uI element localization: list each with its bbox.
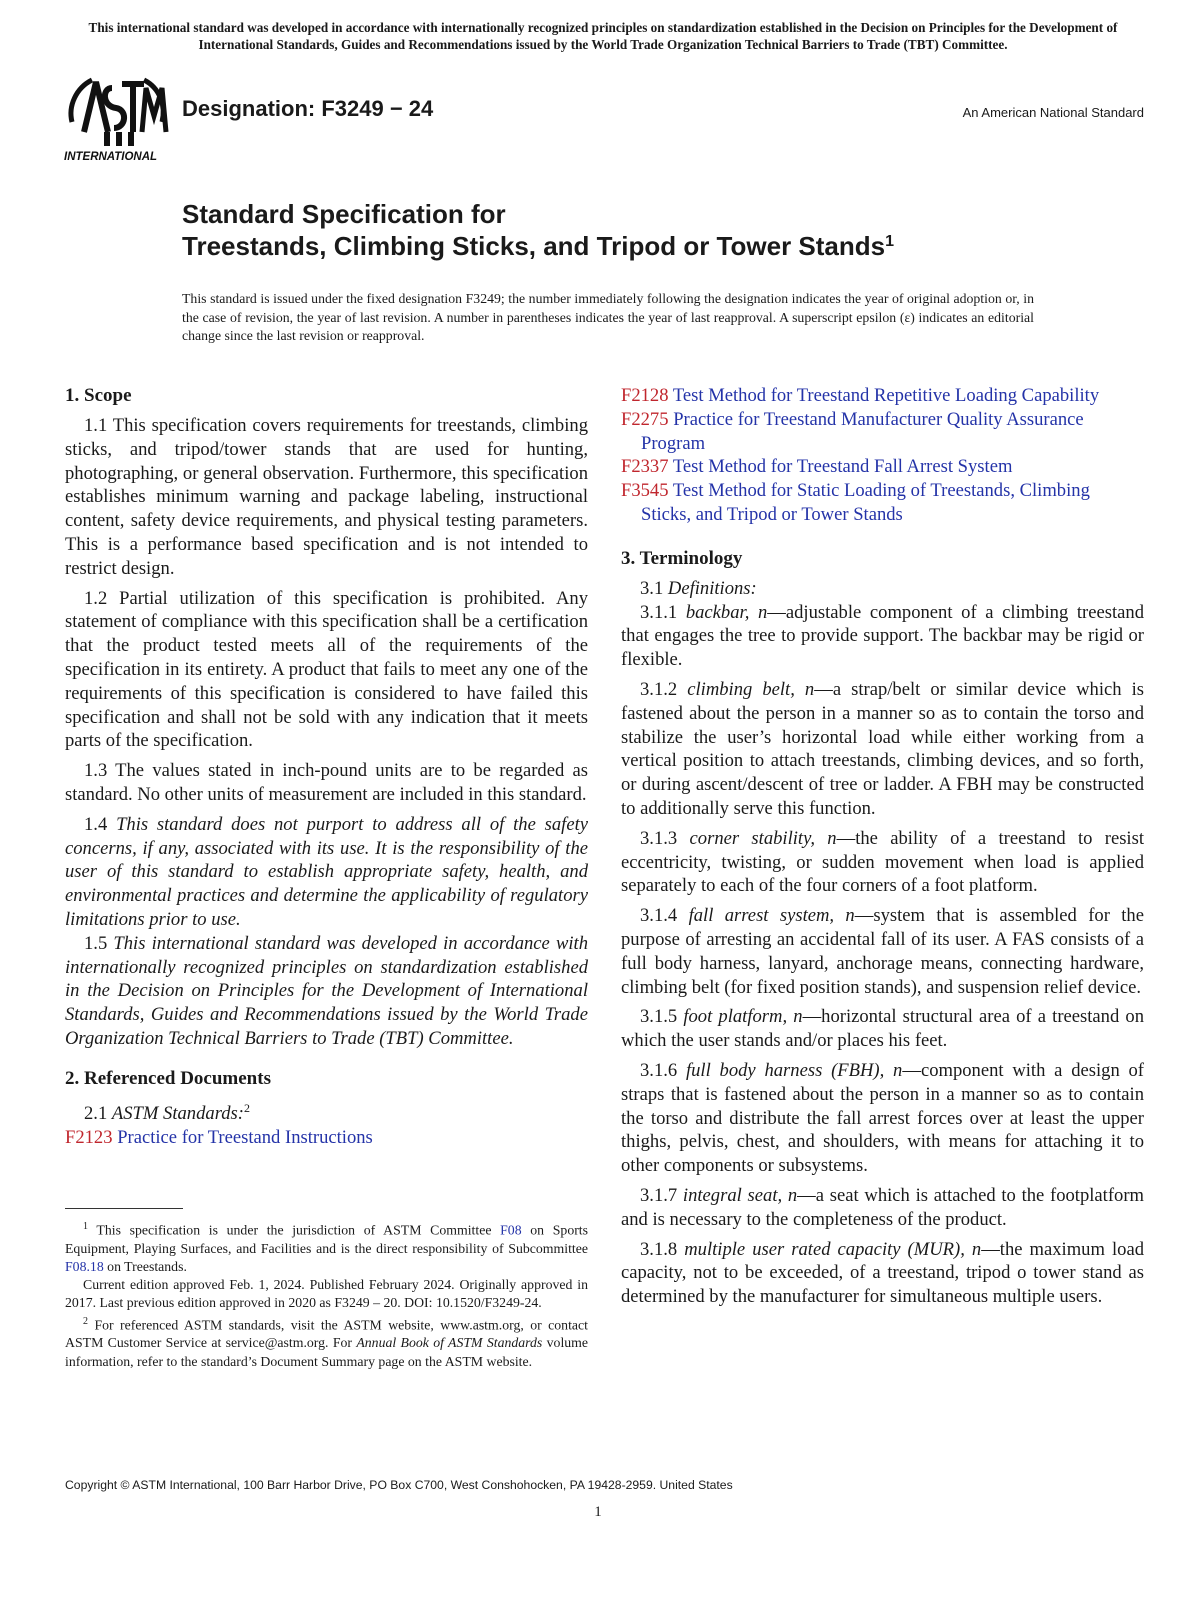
footnote-1-text-c: on Treestands. xyxy=(107,1259,187,1274)
ref-code[interactable]: F2337 xyxy=(621,456,669,478)
term-def: —a seat which is attached to the footplatform and is necessary to the completeness of the product. xyxy=(621,1184,1144,1230)
reference-f2275[interactable] xyxy=(621,408,1144,456)
term-num: 3.1.5 xyxy=(640,1006,678,1028)
para-3-1 xyxy=(621,577,1144,601)
term-name: integral seat, n xyxy=(682,1184,798,1206)
term-def: —adjustable component of a climbing treestand that engages the tree to provide support. The backbar may be rigid or flexible. xyxy=(621,601,1144,671)
ref-code[interactable]: F3545 xyxy=(621,480,669,502)
reference-f2128[interactable] xyxy=(621,384,1144,408)
para-1-5-num: 1.5 xyxy=(84,932,108,954)
para-3-1-text: Definitions: xyxy=(667,577,757,599)
document-title xyxy=(182,198,894,262)
para-2-1 xyxy=(65,1097,588,1126)
term-name: foot platform, n xyxy=(683,1006,803,1028)
para-1-5 xyxy=(65,932,588,1051)
ref-title[interactable]: Test Method for Treestand Fall Arrest System xyxy=(672,456,1013,478)
left-column xyxy=(65,384,588,1150)
para-1-4 xyxy=(65,813,588,932)
link-f08-18[interactable]: F08.18 xyxy=(65,1259,104,1274)
term-num: 3.1.1 xyxy=(640,601,678,623)
logo-text: INTERNATIONAL xyxy=(64,151,158,163)
para-2-1-sup: 2 xyxy=(243,1100,250,1115)
national-standard-label: An American National Standard xyxy=(962,105,1144,120)
reference-f3545[interactable] xyxy=(621,479,1144,527)
ref-code[interactable]: F2128 xyxy=(621,385,669,406)
para-1-4-num: 1.4 xyxy=(84,813,108,835)
term-name: fall arrest system, n xyxy=(688,905,855,927)
term-name: backbar, n xyxy=(685,601,768,623)
para-3-1-num: 3.1 xyxy=(640,577,664,599)
footnote-2-text-b: volume information, refer to the standard’s Document Summary page on the ASTM website. xyxy=(65,1335,589,1369)
term-num: 3.1.2 xyxy=(640,678,678,700)
designation: Designation: F3249 − 24 xyxy=(182,96,434,121)
para-2-1-num: 2.1 xyxy=(84,1102,108,1124)
footnotes xyxy=(65,1218,588,1371)
term-name: multiple user rated capacity (MUR), n xyxy=(684,1238,982,1260)
section-referenced-docs-heading: 2. Referenced Documents xyxy=(65,1067,271,1089)
footnote-2-italic: Annual Book of ASTM Standards xyxy=(356,1335,543,1351)
term-foot-platform xyxy=(621,1005,1144,1053)
term-num: 3.1.3 xyxy=(640,827,678,849)
term-num: 3.1.6 xyxy=(640,1059,678,1081)
title-line-1: Standard Specification for xyxy=(182,199,506,229)
title-footnote-mark: 1 xyxy=(885,233,894,250)
ref-code[interactable]: F2275 xyxy=(621,408,669,430)
footnote-edition: Current edition approved Feb. 1, 2024. Published February 2024. Originally approved in 2017. Last previous edition approved in 2020 as F3249 – 20. DOI: 10.1520/F3249-24. xyxy=(65,1277,588,1311)
term-corner-stability xyxy=(621,827,1144,898)
ref-title[interactable]: Test Method for Static Loading of Treestands, Climbing Sticks, and Tripod or Tower Stands xyxy=(641,480,1090,525)
section-terminology-heading: 3. Terminology xyxy=(621,547,743,569)
para-1-3: 1.3 The values stated in inch-pound units are to be regarded as standard. No other units of measurement are included in this standard. xyxy=(65,760,588,805)
title-line-2 xyxy=(182,230,894,262)
astm-logo-icon xyxy=(62,66,174,166)
footnote-1 xyxy=(65,1218,588,1276)
copyright: Copyright © ASTM International, 100 Barr Harbor Drive, PO Box C700, West Conshohocken, PA 19428-2959. United States xyxy=(65,1478,733,1492)
ref-title[interactable]: Practice for Treestand Manufacturer Quality Assurance Program xyxy=(641,408,1084,454)
wto-banner: This international standard was developed in accordance with internationally recognized principles on standardization established in the Decision on Principles for the Development of International Standards, Guides and Recommendations issued by the World Trade Organization Technical Barriers to Trade (TBT) Committee. xyxy=(88,20,1118,52)
term-def: —a strap/belt or similar device which is fastened about the person in a manner so as to contain the torso and stabilize the user’s horizontal load while either working from a vertical position to attach treestands, climbing devices, and so forth, or during ascent/descent of tree or ladder. A FBH may be constructed to additionally serve this function. xyxy=(621,678,1144,819)
term-name: climbing belt, n xyxy=(687,678,815,700)
term-name: full body harness (FBH), n xyxy=(685,1059,903,1081)
term-def: —system that is assembled for the purpose of arresting an accidental fall of its user. A FAS consists of a full body harness, lanyard, anchorage means, connecting hardware, climbing belt (for fixed position stands), and suspension relief device. xyxy=(621,905,1144,998)
link-f08[interactable]: F08 xyxy=(500,1222,522,1238)
term-integral-seat xyxy=(621,1184,1144,1232)
para-2-1-text: ASTM Standards: xyxy=(111,1102,244,1124)
footnote-2 xyxy=(65,1313,588,1371)
footnote-2-mark: 2 xyxy=(83,1315,88,1327)
footnote-1-text-b: on Sports Equipment, Playing Surfaces, and Facilities and is the direct responsibility of Subcommittee xyxy=(65,1222,589,1256)
footnote-1-text-a: This specification is under the jurisdiction of ASTM Committee xyxy=(96,1222,492,1238)
ref-title[interactable]: Practice for Treestand Instructions xyxy=(117,1126,373,1148)
ref-title[interactable]: Test Method for Treestand Repetitive Loading Capability xyxy=(672,385,1100,406)
term-def: —horizontal structural area of a treestand on which the user stands and/or places his feet. xyxy=(621,1006,1145,1052)
para-1-4-text: This standard does not purport to address all of the safety concerns, if any, associated with its use. It is the responsibility of the user of this standard to establish appropriate safety, health, and environmental practices and determine the applicability of regulatory limitations prior to use. xyxy=(65,813,588,930)
reference-f2123[interactable] xyxy=(65,1126,588,1150)
footnote-1-mark: 1 xyxy=(83,1221,88,1232)
para-1-2: 1.2 Partial utilization of this specification is prohibited. Any statement of compliance with this specification shall be a certification that the product tested meets all of the requirements of the specification in its entirety. A product that fails to meet any one of the requirements of this specification is considered to have failed this specification and shall not be sold with any indication that it meets parts of the specification. xyxy=(65,587,588,752)
preamble: This standard is issued under the fixed designation F3249; the number immediately following the designation indicates the year of original adoption or, in the case of revision, the year of last revision. A number in parentheses indicates the year of last reapproval. A superscript epsilon (ε) indicates an editorial change since the last revision or reapproval. xyxy=(182,291,1034,344)
para-1-1: 1.1 This specification covers requirements for treestands, climbing sticks, and tripod/tower stands that are used for hunting, photographing, or general observation. Furthermore, this specification establishes minimum warning and package labeling, instructional content, safety device requirements, and physical testing parameters. This is a performance based specification and is not intended to restrict design. xyxy=(65,415,588,579)
term-climbing-belt xyxy=(621,678,1144,821)
reference-list xyxy=(621,384,1144,527)
section-scope-heading: 1. Scope xyxy=(65,385,132,406)
reference-f2337[interactable] xyxy=(621,455,1144,479)
astm-logo xyxy=(62,66,174,166)
footnote-divider xyxy=(65,1208,183,1209)
term-full-body-harness xyxy=(621,1059,1144,1178)
term-name: corner stability, n xyxy=(689,827,837,849)
para-1-5-text: This international standard was developed in accordance with internationally recognized principles on standardization established in the Decision on Principles for the Development of International Standards, Guides and Recommendations issued by the World Trade Organization Technical Barriers to Trade (TBT) Committee. xyxy=(65,932,588,1049)
term-fall-arrest-system xyxy=(621,904,1144,999)
term-num: 3.1.4 xyxy=(640,905,678,927)
footnote-2-text-a: For referenced ASTM standards, visit the ASTM website, www.astm.org, or contact ASTM Customer Service at service@astm.org. For xyxy=(65,1317,588,1351)
term-num: 3.1.7 xyxy=(640,1184,678,1206)
term-def: —the maximum load capacity, not to be exceeded, of a treestand, tripod o tower stand as determined by the manufacturer for simultaneous multiple users. xyxy=(621,1238,1144,1308)
right-column xyxy=(621,384,1144,1315)
term-backbar xyxy=(621,601,1144,672)
page-number: 1 xyxy=(594,1504,602,1520)
term-def: —component with a design of straps that is fastened about the person in a manner so as to contain the torso and distribute the fall arrest forces over at least the upper thighs, pelvis, chest, and shoulders, with means for attaching it to other components or subsystems. xyxy=(621,1059,1145,1177)
title-line-2-text: Treestands, Climbing Sticks, and Tripod or Tower Stands xyxy=(182,231,886,261)
ref-code[interactable]: F2123 xyxy=(65,1126,113,1148)
term-num: 3.1.8 xyxy=(640,1238,678,1260)
term-multiple-user-rated-capacity xyxy=(621,1238,1144,1309)
term-def: —the ability of a treestand to resist eccentricity, twisting, or sudden movement when load is applied separately to each of the four corners of a foot platform. xyxy=(621,827,1144,897)
